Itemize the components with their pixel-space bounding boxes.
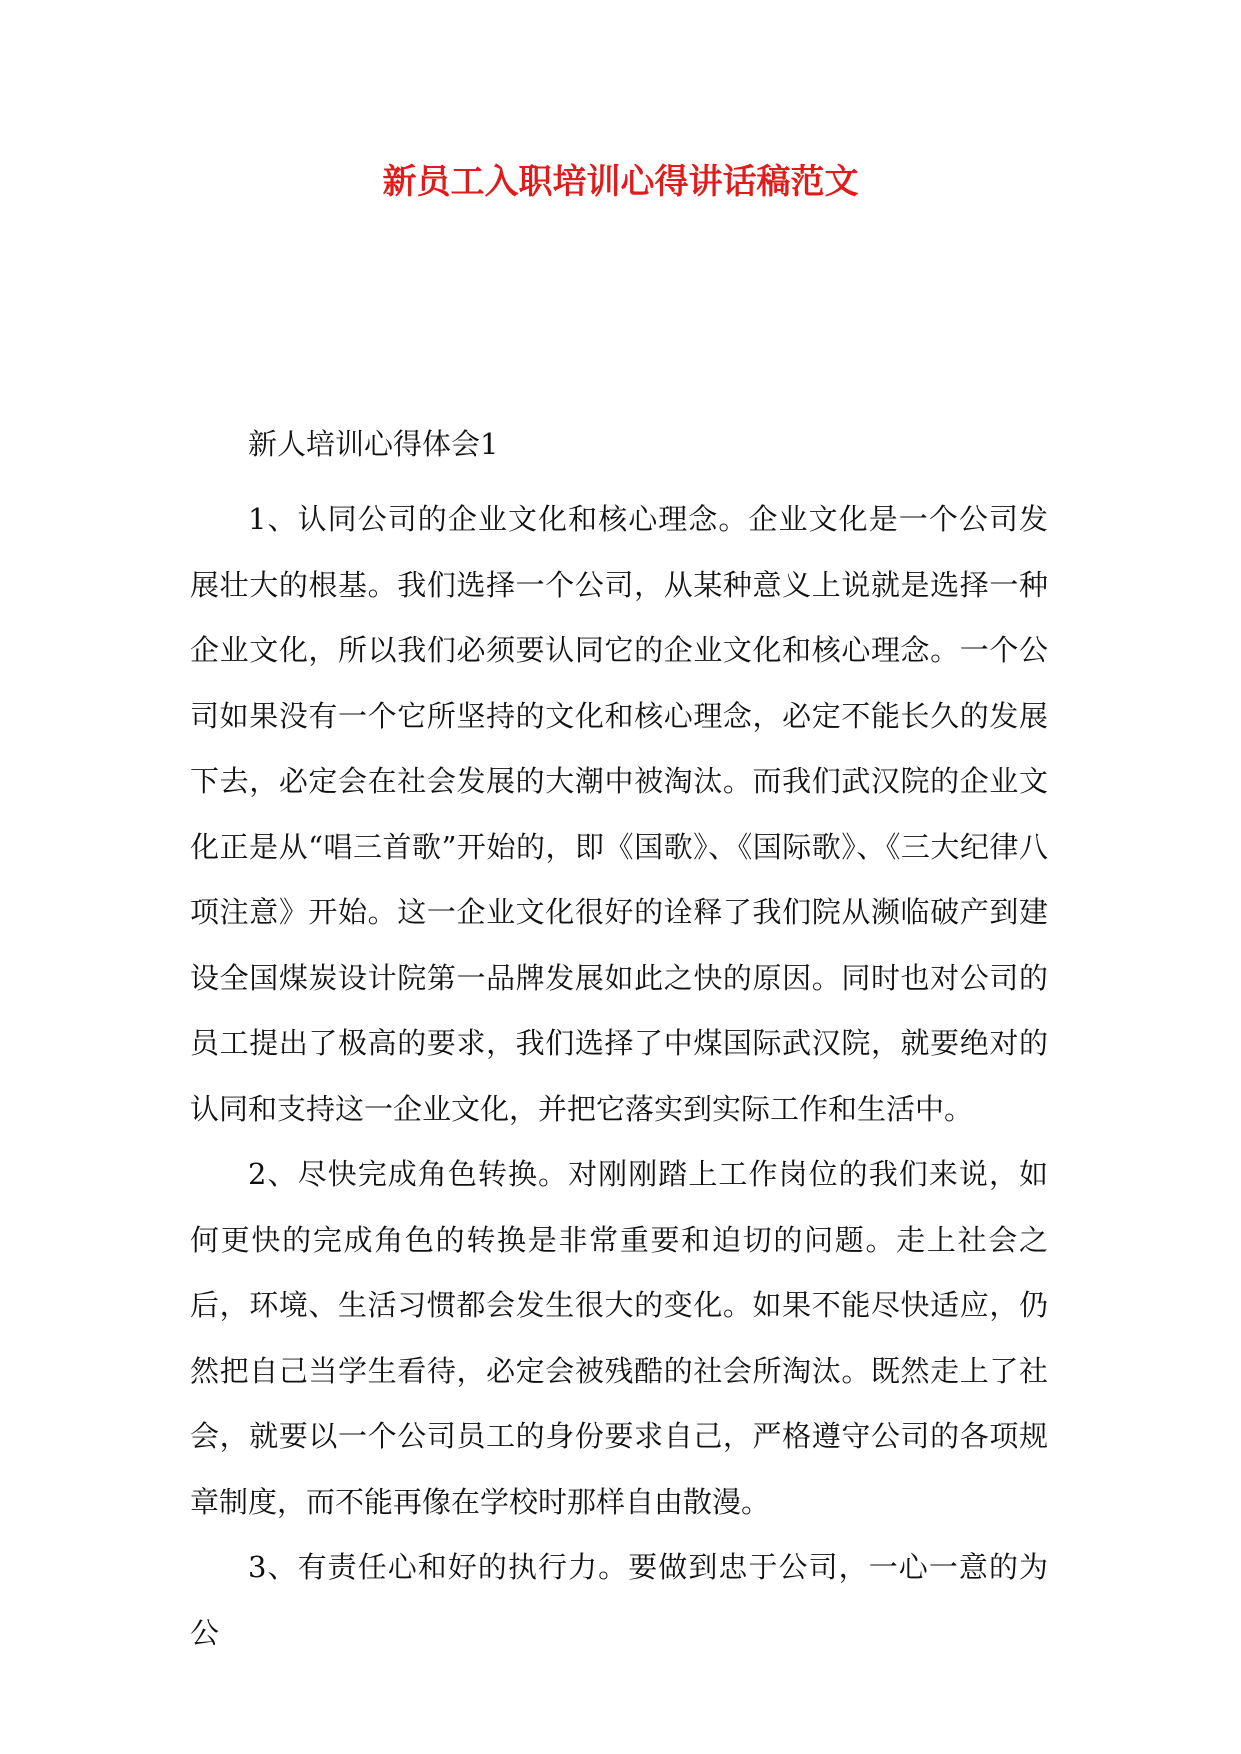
- document-body: [190, 422, 1048, 1666]
- paragraph-3: 3、有责任心和好的执行力。要做到忠于公司，一心一意的为公: [190, 1550, 1048, 1650]
- document-title: 新员工入职培训心得讲话稿范文: [382, 162, 859, 202]
- section-heading: 新人培训心得体会1: [248, 427, 499, 461]
- paragraph-2: 2、尽快完成角色转换。对刚刚踏上工作岗位的我们来说，如何更快的完成角色的转换是非常重要和迫切的问题。走上社会之后，环境、生活习惯都会发生很大的变化。如果不能尽快适应，仍然把自己当学生看待，必定会被残酷的社会所淘汰。既然走上了社会，就要以一个公司员工的身份要求自己，严格遵守公司的各项规章制度，而不能再像在学校时那样自由散漫。: [190, 1157, 1048, 1519]
- paragraph-1: 1、认同公司的企业文化和核心理念。企业文化是一个公司发展壮大的根基。我们选择一个公司，从某种意义上说就是选择一种企业文化，所以我们必须要认同它的企业文化和核心理念。一个公司如果没有一个它所坚持的文化和核心理念，必定不能长久的发展下去，必定会在社会发展的大潮中被淘汰。而我们武汉院的企业文化正是从“唱三首歌”开始的，即《国歌》、《国际歌》、《三大纪律八项注意》开始。这一企业文化很好的诠释了我们院从濒临破产到建设全国煤炭设计院第一品牌发展如此之快的原因。同时也对公司的员工提出了极高的要求，我们选择了中煤国际武汉院，就要绝对的认同和支持这一企业文化，并把它落实到实际工作和生活中。: [190, 502, 1048, 1126]
